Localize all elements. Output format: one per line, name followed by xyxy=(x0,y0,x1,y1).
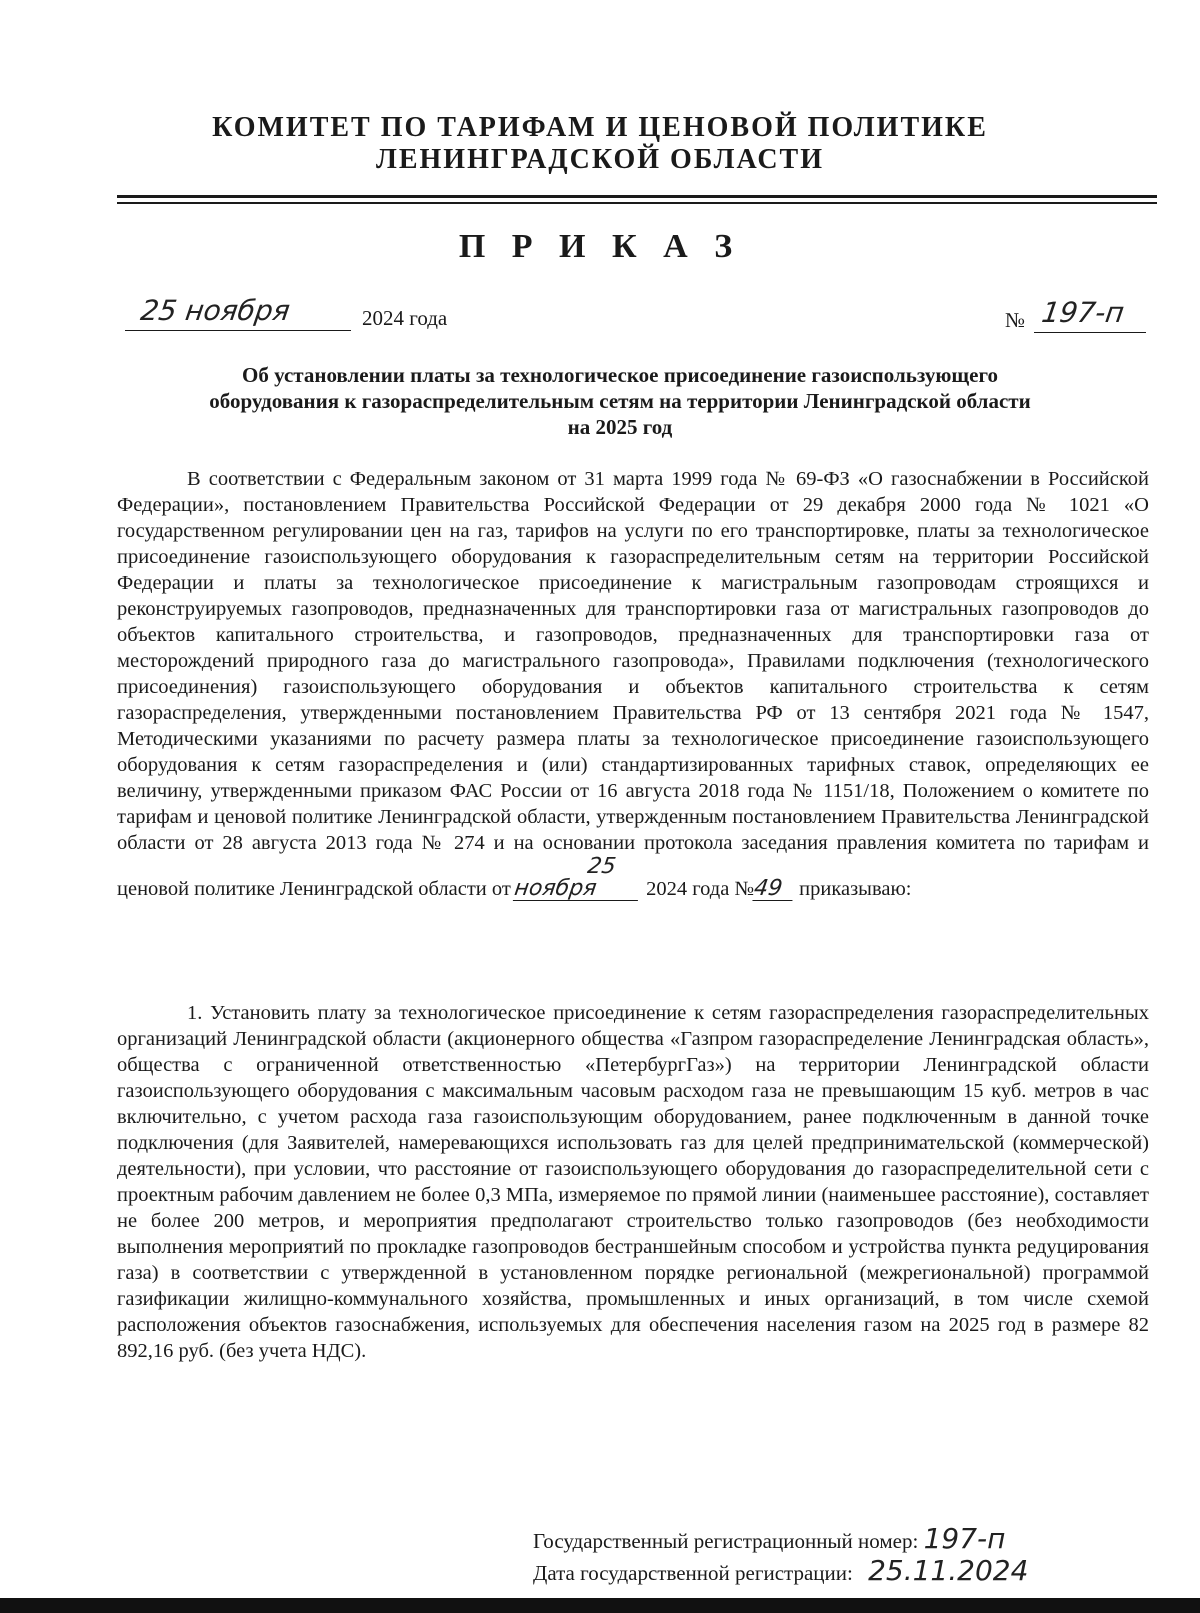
registration-date-label: Дата государственной регистрации: xyxy=(533,1561,853,1585)
preamble-paragraph xyxy=(117,466,1149,902)
header-divider-thin xyxy=(117,202,1157,204)
subject-line-1: Об установлении платы за технологическое присоединение газоиспользующего xyxy=(242,363,998,387)
order-date-underline xyxy=(125,294,351,331)
preamble-closing: приказываю: xyxy=(799,878,912,900)
document-subject xyxy=(130,362,1110,440)
registration-number-row xyxy=(533,1522,1005,1555)
order-number-underline xyxy=(1034,296,1146,333)
organization-name-line-2: ЛЕНИНГРАДСКОЙ ОБЛАСТИ xyxy=(375,144,825,175)
registration-number-label: Государственный регистрационный номер: xyxy=(533,1529,919,1553)
protocol-date-handwritten: 25 ноября xyxy=(513,856,644,901)
organization-name-line-1: КОМИТЕТ ПО ТАРИФАМ И ЦЕНОВОЙ ПОЛИТИКЕ xyxy=(212,112,988,143)
order-number-handwritten: 197-п xyxy=(1039,296,1127,329)
protocol-number-handwritten: 49 xyxy=(752,878,795,901)
protocol-year: 2024 года № xyxy=(646,878,755,900)
registration-date-row xyxy=(533,1554,1028,1587)
scan-edge-bar xyxy=(0,1598,1200,1613)
preamble-text: В соответствии с Федеральным законом от 31 марта 1999 года № 69-ФЗ «О газоснабжении в Российской Федерации», постановлением Правительства Российской Федерации от 29 декабря 2000 года № 1021 «О государственном регулировании цен на газ, тарифов на услуги по его транспортировке, платы за технологическое присоединение газоиспользующего оборудования к газораспределительным сетям на территории Российской Федерации и платы за технологическое присоединение к магистральным газопроводам строящихся и реконструируемых газопроводов, предназначенных для транспортировки газа от магистральных газопроводов до объектов капитального строительства, и газопроводов, предназначенных для транспортировки газа от месторождений природного газа до магистрального газопровода», Правилами подключения (технологического присоединения) газоиспользующего оборудования и объектов капитального строительства к сетям газораспределения, утвержденными постановлением Правительства РФ от 13 сентября 2021 года № 1547, Методическими указаниями по расчету размера платы за технологическое присоединение газоиспользующего оборудования к сетям газораспределения и (или) стандартизированных тарифных ставок, определяющих ее величину, утвержденными приказом ФАС России от 16 августа 2018 года № 1151/18, Положением о комитете по тарифам и ценовой политике Ленинградской области, утвержденным постановлением Правительства Ленинградской области от 28 августа 2013 года № 274 и на основании протокола заседания правления комитета по тарифам и ценовой политике Ленинградской области от xyxy=(117,468,1149,900)
clause-1-paragraph: 1. Установить плату за технологическое присоединение к сетям газораспределения газораспределительных организаций Ленинградской области (акционерного общества «Газпром газораспределение Ленинградская область», общества с ограниченной ответственностью «ПетербургГаз») на территории Ленинградской области газоиспользующего оборудования с максимальным часовым расходом газа не превышающим 15 куб. метров в час включительно, с учетом расхода газа газоиспользующим оборудованием, ранее подключенным в данной точке подключения (для Заявителей, намеревающихся использовать газ для целей предпринимательской (коммерческой) деятельности), при условии, что расстояние от газоиспользующего оборудования до газораспределительной сети с проектным рабочим давлением не более 0,3 МПа, измеряемое по прямой линии (наименьшее расстояние), составляет не более 200 метров, и мероприятия предполагают строительство только газопроводов (без необходимости выполнения мероприятий по прокладке газопроводов бестраншейным способом и устройства пункта редуцирования газа) в соответствии с утвержденной в установленном порядке региональной (межрегиональной) программой газификации жилищно-коммунального хозяйства, промышленных и иных организаций, в том числе схемой расположения объектов газоснабжения, используемых для обеспечения населения газом на 2025 год в размере 82 892,16 руб. (без учета НДС). xyxy=(117,1002,1149,1362)
subject-line-2: оборудования к газораспределительным сетям на территории Ленинградской области xyxy=(209,389,1031,413)
document-title: П Р И К А З xyxy=(458,228,742,265)
subject-line-3: на 2025 год xyxy=(567,415,673,439)
order-date-handwritten: 25 ноября xyxy=(138,294,293,327)
header-divider-thick xyxy=(117,195,1157,198)
registration-date-handwritten: 25.11.2024 xyxy=(868,1554,1029,1587)
order-number-sign: № xyxy=(1005,308,1026,332)
order-year: 2024 года xyxy=(362,306,448,330)
registration-number-handwritten: 197-п xyxy=(923,1522,1006,1555)
